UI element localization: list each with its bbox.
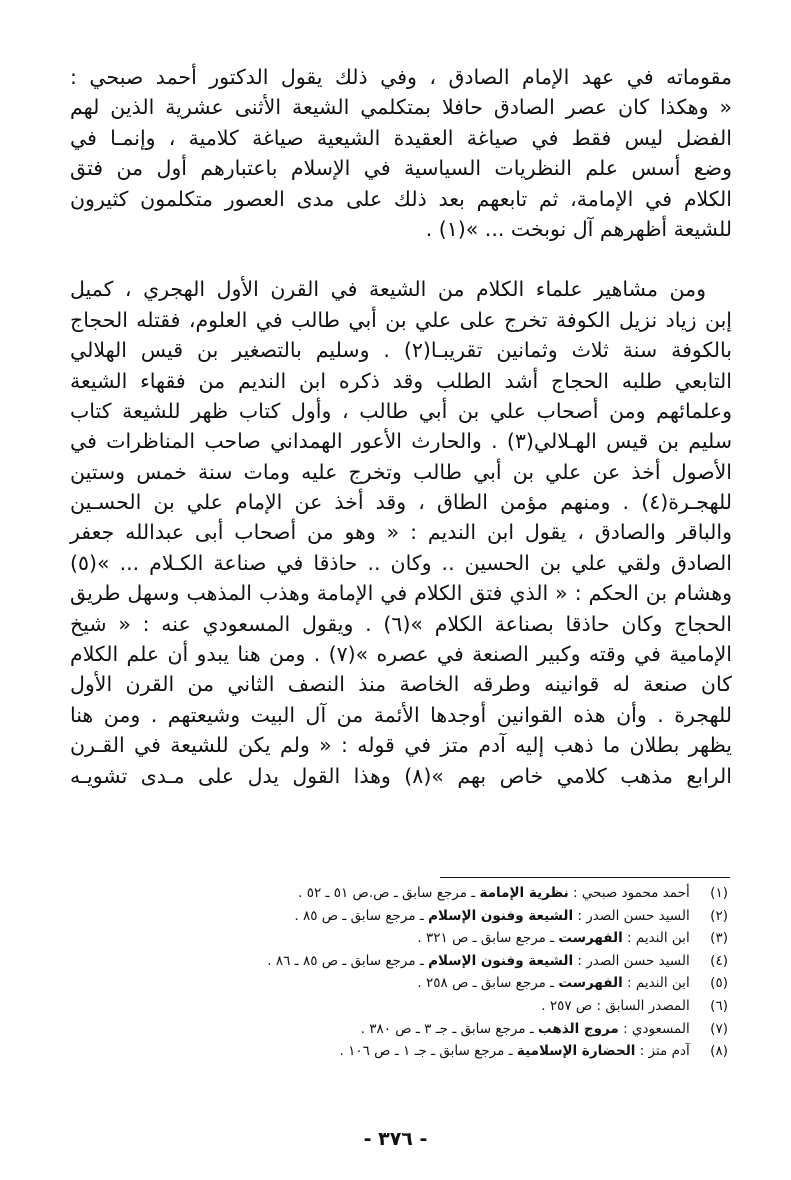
text-line: الفضل ليس فقط في صياغة العقيدة الشيعية صياغة كلامية ، وإنمـا في bbox=[70, 125, 732, 150]
footnote-number: (٣) bbox=[710, 930, 728, 947]
footnote-1 bbox=[110, 882, 728, 905]
text-line: يظهر بطلان ما ذهب إليه آدم متز في قوله : « ولم يكن للشيعة في القـرن bbox=[70, 733, 732, 758]
footnote-ref: ـ مرجع سابق ـ ص ٣٢١ . bbox=[417, 930, 559, 947]
footnote-title: نظرية الإمامة bbox=[479, 885, 569, 901]
footnote-number: (٥) bbox=[710, 975, 728, 992]
text-line: وهشام بن الحكم : « الذي فتق الكلام في الإمامة وهذب المذهب وسهل طريق bbox=[70, 581, 732, 606]
footnote-4 bbox=[110, 950, 728, 973]
text-line: وعلمائهم ومن أصحاب علي بن أبي طالب ، وأول كتاب ظهر للشيعة كتاب bbox=[70, 398, 732, 423]
footnote-title: الفهرست bbox=[558, 975, 623, 992]
footnote-ref: ـ مرجع سابق ـ ص ٨٥ . bbox=[294, 907, 429, 924]
footnote-title: الحضارة الإسلامية bbox=[516, 1043, 636, 1060]
text-line: للشيعة أظهرهم آل نوبخت ... »(١) . bbox=[425, 216, 732, 241]
footnote-6 bbox=[110, 995, 728, 1018]
text-line: « وهكذا كان عصر الصادق حافلا بمتكلمي الشيعة الأثنى عشرية الذين لهم bbox=[70, 95, 732, 120]
text-line: الصادق ولقي علي بن الحسين .. وكان .. حاذقا في صناعة الكـلام ... »(٥) bbox=[70, 550, 732, 575]
text-line: الكلام في الإمامة، ثم تابعهم بعد ذلك على مدى العصور متكلمون كثيرون bbox=[70, 186, 732, 211]
text-line: التابعي طلبه الحجاج أشد الطلب وقد ذكره ابن النديم من فقهاء الشيعة bbox=[70, 368, 732, 393]
text-line: بالكوفة سنة ثلاث وثمانين تقريبـا(٢) . وسليم بالتصغير بن قيس الهلالي bbox=[70, 338, 732, 363]
text-line: الرابع مذهب كلامي خاص بهم »(٨) وهذا القول يدل على مـدى تشويـه bbox=[70, 763, 732, 788]
text-line: كان صنعة له قوانينه وطرقه الخاصة منذ النصف الثاني من القرن الأول bbox=[70, 672, 732, 697]
footnote-number: (٦) bbox=[710, 997, 728, 1014]
footnote-author: آدم متز : bbox=[635, 1043, 690, 1060]
footnotes bbox=[110, 882, 728, 1063]
footnote-title: الشيعة وفنون الإسلام bbox=[428, 907, 574, 924]
footnote-author: السيد حسن الصدر : bbox=[573, 907, 690, 924]
footnote-divider bbox=[440, 877, 730, 878]
text-line: وضع أسس علم النظريات السياسية في الإسلام باعتبارهم أول من فتق bbox=[70, 156, 732, 181]
text-line: للهجرة . وأن هذه القوانين أوجدها الأئمة من آل البيت وشيعتهم . ومن هنا bbox=[70, 702, 732, 727]
footnote-author: أحمد محمود صبحي : bbox=[568, 885, 690, 901]
footnote-author: ابن النديم : bbox=[622, 975, 690, 992]
footnote-author: السيد حسن الصدر : bbox=[573, 952, 690, 969]
text-line: والباقر والصادق ، يقول ابن النديم : « وهو من أصحاب أبى عبدالله جعفر bbox=[70, 520, 732, 545]
footnote-ref: ـ مرجع سابق ـ جـ ١ ـ ص ١٠٦ . bbox=[339, 1043, 517, 1060]
footnote-number: (٢) bbox=[710, 907, 728, 924]
footnote-2 bbox=[110, 905, 728, 928]
footnote-title: الفهرست bbox=[558, 930, 623, 947]
footnote-title: مروج الذهب bbox=[538, 1020, 619, 1037]
text-line: الإمامية في وقته وكبير الصنعة في عصره »(٧) . ومن هنا يبدو أن علم الكلام bbox=[70, 642, 733, 667]
footnote-author: ابن النديم : bbox=[622, 930, 690, 947]
text-line: الأصول أخذ عن علي بن أبي طالب وتخرج عليه ومات سنة خمس وستين bbox=[70, 459, 732, 484]
paragraph-2 bbox=[70, 274, 732, 791]
footnote-8 bbox=[110, 1040, 728, 1063]
footnote-3 bbox=[110, 927, 728, 950]
footnote-number: (٧) bbox=[710, 1020, 728, 1037]
paragraph-1 bbox=[70, 62, 732, 244]
footnote-ref: ـ مرجع سابق ـ ص ٢٥٨ . bbox=[417, 975, 559, 992]
footnote-ref: ـ مرجع سابق ـ ص.ص ٥١ ـ ٥٢ . bbox=[298, 885, 480, 901]
body-text bbox=[70, 62, 732, 791]
footnote-author: المصدر السابق : ص ٢٥٧ . bbox=[541, 997, 690, 1014]
footnote-author: المسعودي : bbox=[618, 1020, 690, 1037]
text-line: سليم بن قيس الهـلالي(٣) . والحارث الأعور الهمداني صاحب المناظرات في bbox=[70, 429, 732, 454]
text-line: إبن زياد نزيل الكوفة تخرج على علي بن أبي طالب في العلوم، فقتله الحجاج bbox=[70, 307, 732, 332]
footnote-number: (٤) bbox=[710, 952, 728, 969]
footnote-ref: ـ مرجع سابق ـ ص ٨٥ ـ ٨٦ . bbox=[267, 952, 429, 969]
footnote-number: (٨) bbox=[710, 1043, 728, 1060]
footnote-number: (١) bbox=[710, 885, 728, 901]
footnote-title: الشيعة وفنون الإسلام bbox=[428, 952, 574, 969]
text-line: الحجاج وكان حاذقا بصناعة الكلام »(٦) . ويقول المسعودي عنه : « شيخ bbox=[70, 611, 732, 636]
footnote-7 bbox=[110, 1018, 728, 1041]
paragraph-gap bbox=[70, 244, 732, 274]
text-line: مقوماته في عهد الإمام الصادق ، وفي ذلك يقول الدكتور أحمد صبحي : bbox=[70, 65, 732, 89]
text-line: ومن مشاهير علماء الكلام من الشيعة في القرن الأول الهجري ، كميل bbox=[70, 277, 706, 302]
footnote-ref: ـ مرجع سابق ـ جـ ٣ ـ ص ٣٨٠ . bbox=[360, 1020, 539, 1037]
footnote-5 bbox=[110, 972, 728, 995]
page-number: - ٣٧٦ - bbox=[363, 1128, 428, 1150]
text-line: للهجـرة(٤) . ومنهم مؤمن الطاق ، وقد أخذ عن الإمام علي بن الحسـين bbox=[70, 490, 732, 515]
